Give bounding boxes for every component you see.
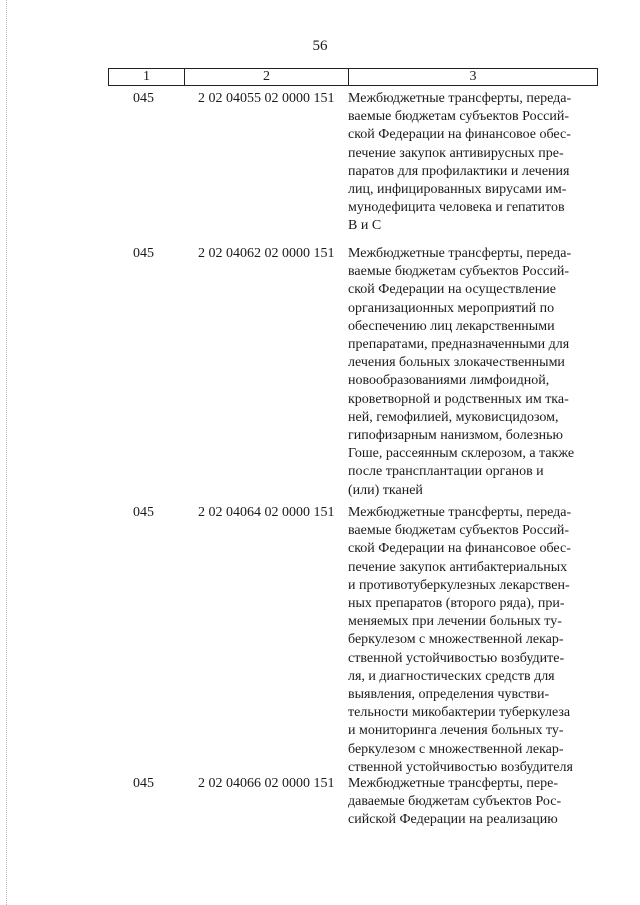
table-row <box>108 90 598 236</box>
description-line: печение закупок антивирусных пре- <box>348 145 564 161</box>
budget-classification-code: 2 02 04055 02 0000 151 <box>198 91 335 106</box>
table-row <box>108 775 598 830</box>
description-line: печение закупок антибактериальных <box>348 559 568 575</box>
description-line: ственной устойчивостью возбудителя <box>348 759 573 775</box>
description-line: ской Федерации на финансовое обес- <box>348 127 571 143</box>
table-header <box>108 68 598 86</box>
budget-classification-code: 2 02 04064 02 0000 151 <box>198 505 335 520</box>
description-line: лиц, инфицированных вирусами им- <box>348 182 567 198</box>
admin-code: 045 <box>133 246 154 261</box>
description-line: Гоше, рассеянным склерозом, а также <box>348 446 575 462</box>
description-line: сийской Федерации на реализацию <box>348 812 558 828</box>
description-line: (или) тканей <box>348 482 423 498</box>
header-col-2: 2 <box>185 69 349 85</box>
header-col-1: 1 <box>109 69 185 85</box>
description-line: меняемых при лечении больных ту- <box>348 614 562 630</box>
header-col-3: 3 <box>469 69 477 84</box>
description-line: и мониторинга лечения больных ту- <box>348 723 564 739</box>
admin-code: 045 <box>133 91 154 106</box>
income-description <box>348 245 598 500</box>
budget-classification-code: 2 02 04066 02 0000 151 <box>198 776 335 791</box>
description-line: ской Федерации на финансовое обес- <box>348 541 571 557</box>
description-line: даваемые бюджетам субъектов Рос- <box>348 794 562 810</box>
description-line: Межбюджетные трансферты, пере- <box>348 776 558 791</box>
income-description <box>348 504 598 777</box>
budget-classification-code: 2 02 04062 02 0000 151 <box>198 246 335 261</box>
table-row <box>108 504 598 777</box>
description-line: ных препаратов (второго ряда), при- <box>348 596 565 612</box>
description-line: лечения больных злокачественными <box>348 355 565 371</box>
description-line: ля, и диагностических средств для <box>348 668 555 684</box>
page-margin-rule <box>6 0 7 905</box>
page-number: 56 <box>312 38 328 54</box>
description-line: кроветворной и родственных им тка- <box>348 391 569 407</box>
income-description <box>348 775 598 830</box>
admin-code: 045 <box>133 505 154 520</box>
description-line: ваемые бюджетам субъектов Россий- <box>348 523 569 539</box>
description-line: паратов для профилактики и лечения <box>348 163 570 179</box>
description-line: ваемые бюджетам субъектов Россий- <box>348 264 569 280</box>
table-row <box>108 245 598 500</box>
description-line: выявления, определения чувстви- <box>348 687 550 703</box>
description-line: ственной устойчивостью возбудите- <box>348 650 565 666</box>
description-line: организационных мероприятий по <box>348 300 555 316</box>
description-line: беркулезом с множественной лекар- <box>348 632 564 648</box>
description-line: ней, гемофилией, муковисцидозом, <box>348 409 559 425</box>
description-line: препаратами, предназначенными для <box>348 337 570 353</box>
description-line: В и С <box>348 218 382 234</box>
description-line: Межбюджетные трансферты, переда- <box>348 91 572 106</box>
description-line: Межбюджетные трансферты, переда- <box>348 505 572 520</box>
description-line: тельности микобактерии туберкулеза <box>348 705 571 721</box>
description-line: после трансплантации органов и <box>348 464 544 480</box>
income-description <box>348 90 598 236</box>
description-line: обеспечению лиц лекарственными <box>348 318 555 334</box>
description-line: и противотуберкулезных лекарствен- <box>348 577 570 593</box>
description-line: мунодефицита человека и гепатитов <box>348 200 565 216</box>
description-line: ской Федерации на осуществление <box>348 282 556 298</box>
description-line: новообразованиями лимфоидной, <box>348 373 550 389</box>
description-line: ваемые бюджетам субъектов Россий- <box>348 109 569 125</box>
description-line: беркулезом с множественной лекар- <box>348 741 564 757</box>
admin-code: 045 <box>133 776 154 791</box>
description-line: гипофизарным нанизмом, болезнью <box>348 428 563 444</box>
description-line: Межбюджетные трансферты, переда- <box>348 246 572 261</box>
